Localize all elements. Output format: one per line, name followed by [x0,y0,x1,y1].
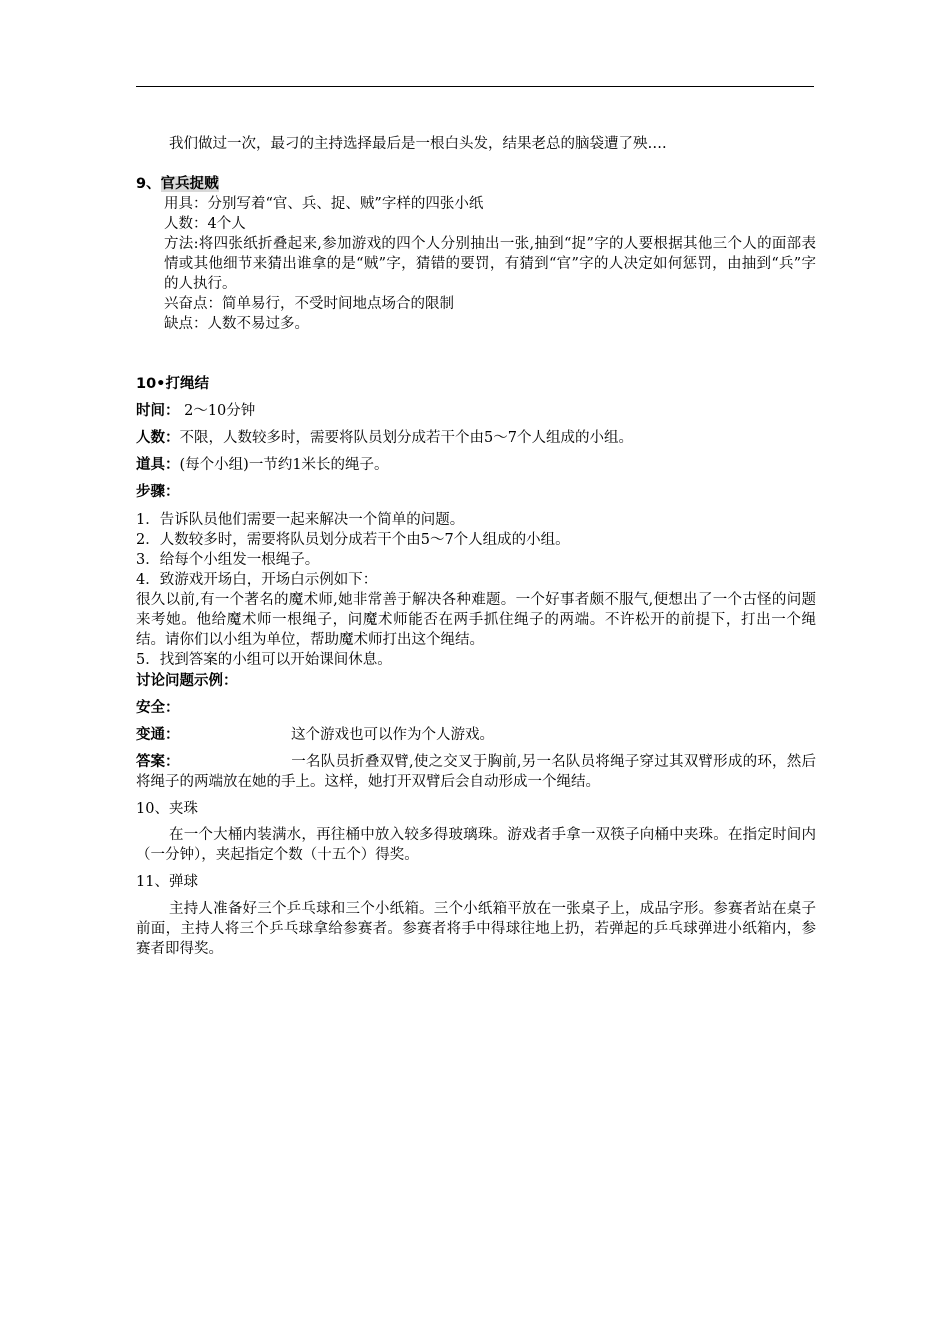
time-value: 2～10分钟 [184,403,256,419]
game9-title: 官兵捉贼 [160,176,219,192]
game9-excite: 兴奋点：简单易行，不受时间地点场合的限制 [164,296,454,312]
answer-label: 答案： [136,754,180,770]
steps-list [136,510,816,670]
variation-row [136,725,816,745]
step-item: 2．人数较多时，需要将队员划分成若干个由5～7个人组成的小组。 [136,532,570,548]
discussion-label: 讨论问题示例： [136,673,238,689]
game10-title: 10•打绳结 [136,376,209,392]
game9-method: 方法:将四张纸折叠起来,参加游戏的四个人分别抽出一张,抽到“捉”字的人要根据其他三个人的面部表情或其他细节来猜出谁拿的是“贼”字，猜错的要罚，有猜到“官”字的人决定如何惩罚，由抽到“兵”字的人执行。 [164,236,816,292]
game11-text: 主持人准备好三个乒乓球和三个小纸箱。三个小纸箱平放在一张桌子上，成品字形。参赛者站在桌子前面，主持人将三个乒乓球拿给参赛者。参赛者将手中得球往地上扔，若弹起的乒乓球弹进小纸箱内，参赛者即得奖。 [136,901,816,957]
intro-paragraph: 我们做过一次，最刁的主持选择最后是一根白头发，结果老总的脑袋遭了殃…. [169,136,667,152]
game10b-title: 10、夹珠 [136,801,198,817]
game10-time [136,401,816,421]
props-label: 道具： [136,457,180,473]
answer-value: 一名队员折叠双臂,使之交叉于胸前,另一名队员将绳子穿过其双臂形成的环，然后将绳子的两端放在她的手上。这样，她打开双臂后会自动形成一个绳结。 [136,754,816,790]
steps-label: 步骤： [136,484,180,500]
game9-number: 9、 [136,176,161,192]
header-rule [136,86,814,87]
game11-title: 11、弹球 [136,874,198,890]
time-label: 时间： [136,403,180,419]
game9-drawback: 缺点：人数不易过多。 [164,316,309,332]
props-value: (每个小组)一节约1米长的绳子。 [179,457,389,473]
step-item: 5．找到答案的小组可以开始课间休息。 [136,652,392,668]
game10-props [136,455,816,475]
step-item: 3．给每个小组发一根绳子。 [136,552,320,568]
game10-people [136,428,816,448]
people-value: 不限，人数较多时，需要将队员划分成若干个由5～7个人组成的小组。 [179,430,633,446]
answer-row [136,752,816,792]
step-item: 1．告诉队员他们需要一起来解决一个简单的问题。 [136,512,465,528]
game9-people: 人数：4个人 [164,216,246,232]
variation-label: 变通： [136,727,180,743]
game9-body [136,194,816,334]
safety-label: 安全： [136,700,180,716]
variation-value: 这个游戏也可以作为个人游戏。 [291,727,494,743]
game9-tools: 用具：分别写着“官、兵、捉、贼”字样的四张小纸 [164,196,484,212]
game9-heading [136,174,816,194]
people-label: 人数： [136,430,180,446]
story-text: 很久以前,有一个著名的魔术师,她非常善于解决各种难题。一个好事者颇不服气,便想出了一个古怪的问题来考她。他给魔术师一根绳子，问魔术师能否在两手抓住绳子的两端。不许松开的前提下，打出一个绳结。请你们以小组为单位，帮助魔术师打出这个绳结。 [136,592,816,648]
game10b-text: 在一个大桶内装满水，再往桶中放入较多得玻璃珠。游戏者手拿一双筷子向桶中夹珠。在指定时间内（一分钟），夹起指定个数（十五个）得奖。 [136,827,816,863]
step-item: 4．致游戏开场白，开场白示例如下： [136,572,378,588]
